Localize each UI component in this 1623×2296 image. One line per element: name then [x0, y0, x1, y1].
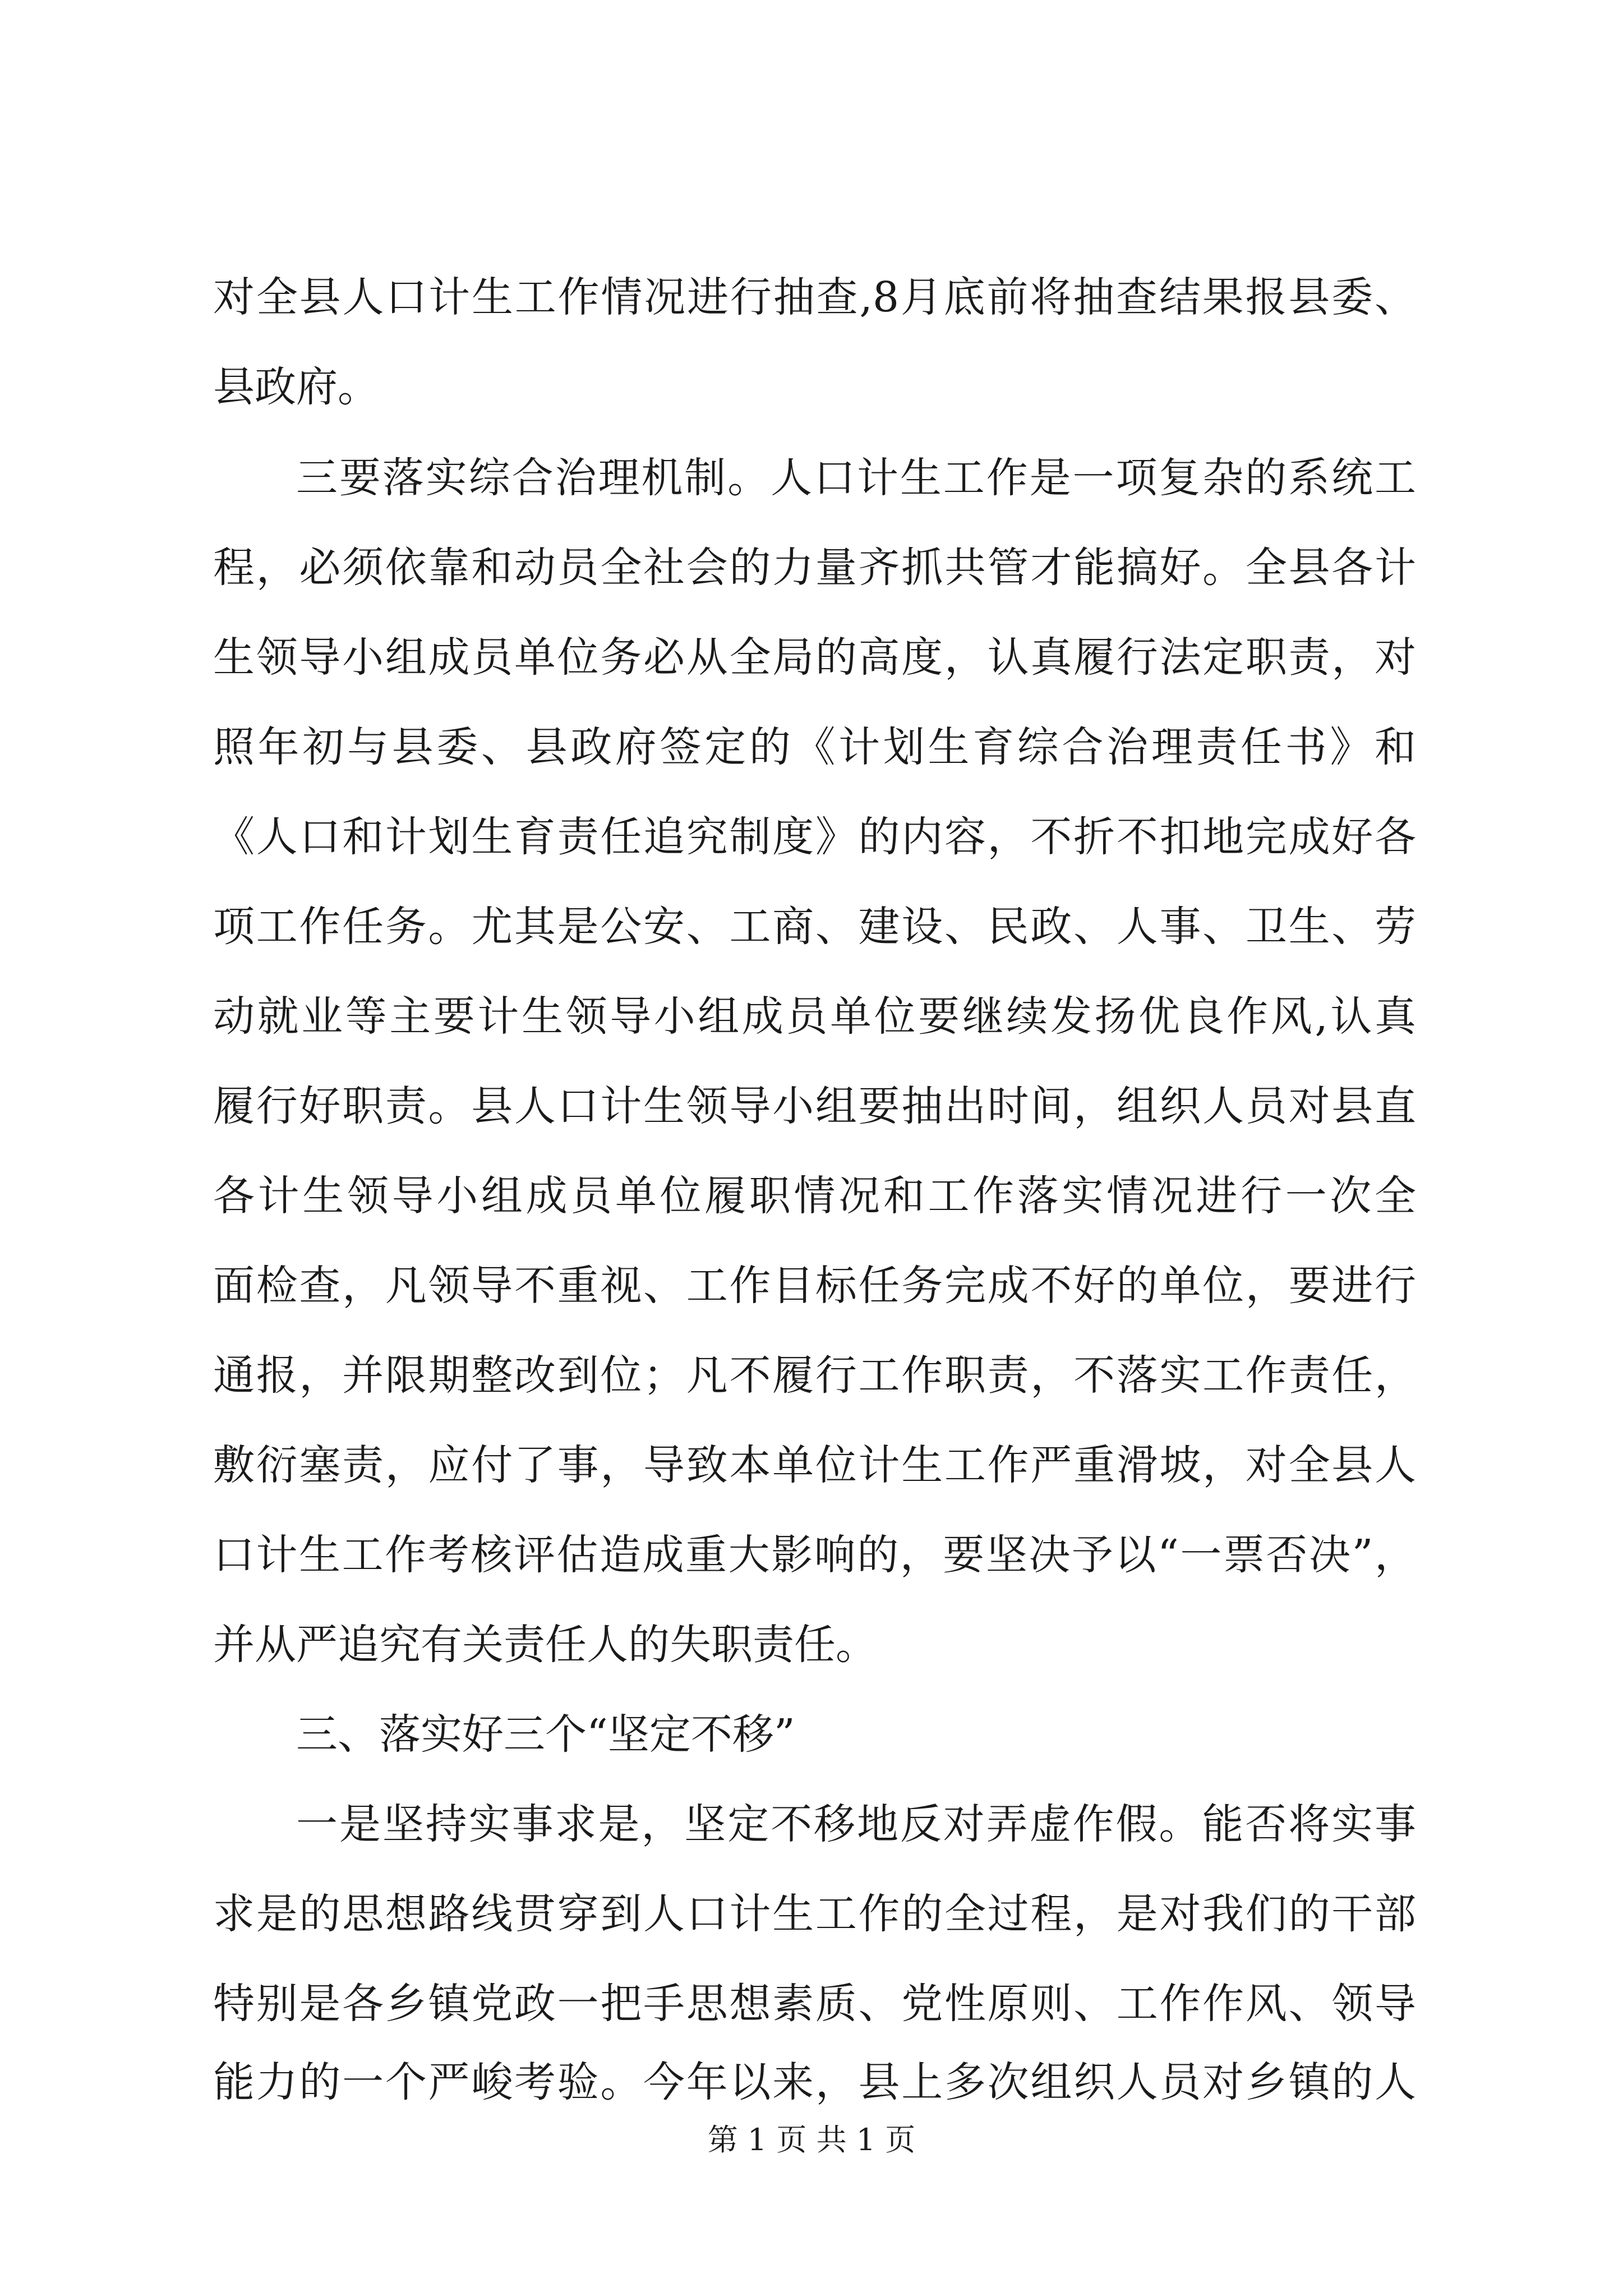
- body-line: 动就业等主要计生领导小组成员单位要继续发扬优良作风,认真: [213, 992, 1416, 1041]
- body-line: 履行好职责。县人口计生领导小组要抽出时间，组织人员对县直: [213, 1082, 1416, 1130]
- body-line: 求是的思想路线贯穿到人口计生工作的全过程，是对我们的干部: [213, 1890, 1416, 1938]
- body-line: 县政府。: [213, 363, 379, 411]
- body-line: 通报，并限期整改到位；凡不履行工作职责，不落实工作责任，: [213, 1351, 1416, 1400]
- body-line: 并从严追究有关责任人的失职责任。: [213, 1621, 877, 1669]
- body-line: 各计生领导小组成员单位履职情况和工作落实情况进行一次全: [213, 1172, 1416, 1220]
- body-line: 生领导小组成员单位务必从全局的高度，认真履行法定职责，对: [213, 633, 1416, 682]
- body-line: 对全县人口计生工作情况进行抽查,8月底前将抽查结果报县委、: [213, 273, 1416, 321]
- body-line: 特别是各乡镇党政一把手思想素质、党性原则、工作作风、领导: [213, 1980, 1416, 2028]
- body-line: 程，必须依靠和动员全社会的力量齐抓共管才能搞好。全县各计: [213, 544, 1416, 592]
- paragraph-first-line: 一是坚持实事求是，坚定不移地反对弄虚作假。能否将实事: [296, 1800, 1416, 1848]
- body-line: 口计生工作考核评估造成重大影响的，要坚决予以“一票否决”，: [213, 1531, 1416, 1579]
- page-number-footer: 第 1 页 共 1 页: [707, 2122, 916, 2157]
- body-line: 项工作任务。尤其是公安、工商、建设、民政、人事、卫生、劳: [213, 903, 1416, 951]
- body-line: 照年初与县委、县政府签定的《计划生育综合治理责任书》和: [213, 723, 1416, 771]
- body-line: 能力的一个严峻考验。今年以来，县上多次组织人员对乡镇的人: [213, 2058, 1416, 2106]
- paragraph-first-line: 三要落实综合治理机制。人口计生工作是一项复杂的系统工: [296, 454, 1416, 502]
- body-line: 《人口和计划生育责任追究制度》的内容，不折不扣地完成好各: [213, 813, 1416, 861]
- section-heading: 三、落实好三个“坚定不移”: [296, 1710, 795, 1759]
- body-line: 面检查，凡领导不重视、工作目标任务完成不好的单位，要进行: [213, 1262, 1416, 1310]
- body-line: 敷衍塞责，应付了事，导致本单位计生工作严重滑坡，对全县人: [213, 1441, 1416, 1489]
